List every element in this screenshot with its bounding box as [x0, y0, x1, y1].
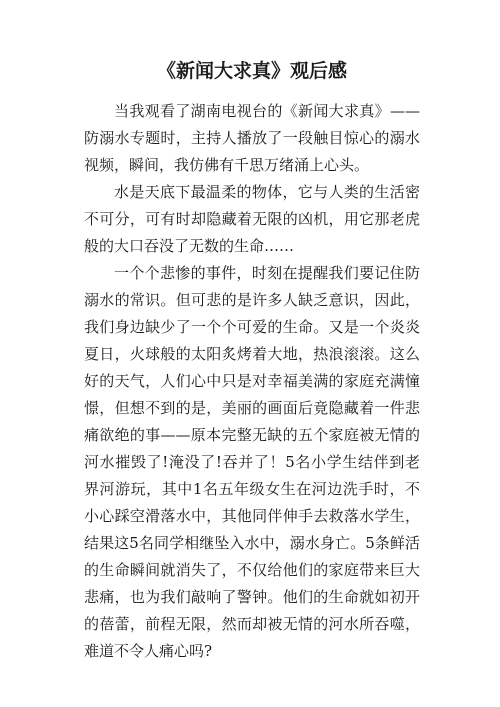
document-page	[84, 56, 420, 665]
paragraph-1: 当我观看了湖南电视台的《新闻大求真》——防溺水专题时，主持人播放了一段触目惊心的溺水视频，瞬间，我仿佛有千思万绪涌上心头。	[84, 102, 420, 174]
paragraph-2: 水是天底下最温柔的物体，它与人类的生活密不可分，可有时却隐藏着无限的凶机，用它那老虎般的大口吞没了无数的生命……	[84, 183, 420, 255]
document-title: 《新闻大求真》观后感	[156, 60, 347, 82]
paragraph-3: 一个个悲惨的事件，时刻在提醒我们要记住防溺水的常识。但可悲的是许多人缺乏意识，因此，我们身边缺少了一个个可爱的生命。又是一个炎炎夏日，火球般的太阳炙烤着大地，热浪滚滚。这么好的天气，人们心中只是对幸福美满的家庭充满憧憬，但想不到的是，美丽的画面后竟隐藏着一件悲痛欲绝的事——原本完整无缺的五个家庭被无情的河水摧毁了!淹没了!吞并了！5名小学生结伴到老界河游玩，其中1名五年级女生在河边洗手时，不小心踩空滑落水中，其他同伴伸手去救落水学生，结果这5名同学相继坠入水中，溺水身亡。5条鲜活的生命瞬间就消失了，不仅给他们的家庭带来巨大悲痛，也为我们敲响了警钟。他们的生命就如初开的蓓蕾，前程无限，然而却被无情的河水所吞噬，难道不令人痛心吗?	[84, 264, 420, 660]
